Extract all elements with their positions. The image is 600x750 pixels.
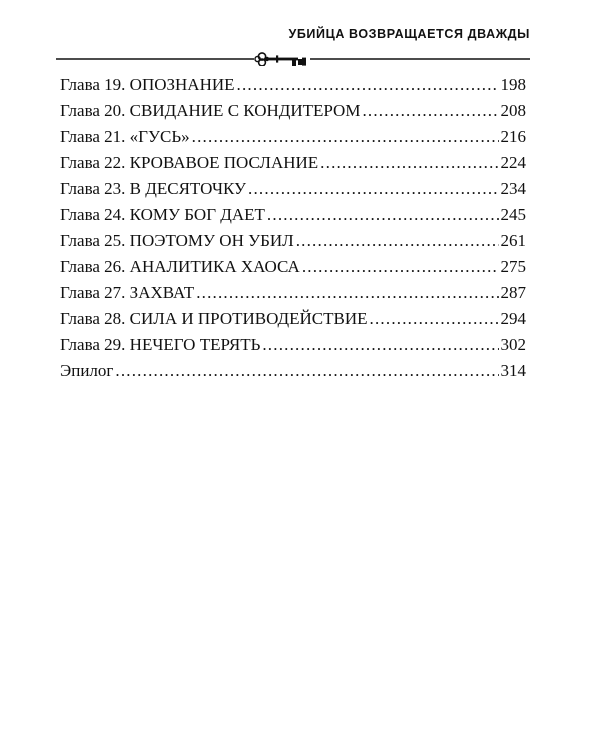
- toc-entry-page: 224: [500, 153, 526, 172]
- toc-entry-title: Глава 19. ОПОЗНАНИЕ: [60, 75, 235, 94]
- toc-entry-title: Глава 24. КОМУ БОГ ДАЕТ: [60, 205, 265, 224]
- toc-dot-leader: [115, 358, 498, 384]
- toc-entry-title: Глава 26. АНАЛИТИКА ХАОСА: [60, 257, 300, 276]
- toc-entry-page: 208: [500, 101, 526, 120]
- toc-entry: [60, 124, 526, 150]
- toc-entry: [60, 332, 526, 358]
- toc-entry-title: Глава 21. «ГУСЬ»: [60, 127, 190, 146]
- running-head: УБИЙЦА ВОЗВРАЩАЕТСЯ ДВАЖДЫ: [288, 27, 530, 41]
- toc-entry-page: 302: [500, 335, 526, 354]
- toc-dot-leader: [362, 98, 498, 124]
- header-rule: [56, 52, 530, 66]
- toc-entry-page: 198: [500, 75, 526, 94]
- toc-dot-leader: [267, 202, 499, 228]
- toc-entry: [60, 150, 526, 176]
- toc-entry-title: Эпилог: [60, 361, 114, 380]
- toc-entry: [60, 98, 526, 124]
- toc-dot-leader: [192, 124, 499, 150]
- toc-entry-title: Глава 23. В ДЕСЯТОЧКУ: [60, 179, 247, 198]
- toc-entry: [60, 228, 526, 254]
- toc-entry-page: 245: [500, 205, 526, 224]
- toc-entry: [60, 306, 526, 332]
- toc-entry: [60, 202, 526, 228]
- toc-entry-title: Глава 22. КРОВАВОЕ ПОСЛАНИЕ: [60, 153, 319, 172]
- toc-entry: [60, 176, 526, 202]
- toc-entry-page: 287: [500, 283, 526, 302]
- toc-dot-leader: [302, 254, 499, 280]
- toc-entry-title: Глава 25. ПОЭТОМУ ОН УБИЛ: [60, 231, 294, 250]
- toc-dot-leader: [370, 306, 499, 332]
- toc-dot-leader: [320, 150, 498, 176]
- toc-entry: [60, 280, 526, 306]
- toc-entry-page: 275: [500, 257, 526, 276]
- toc-entry-page: 216: [500, 127, 526, 146]
- toc-entry-title: Глава 29. НЕЧЕГО ТЕРЯТЬ: [60, 335, 261, 354]
- toc-entry: [60, 72, 526, 98]
- toc-dot-leader: [248, 176, 498, 202]
- toc-entry-page: 314: [500, 361, 526, 380]
- toc-dot-leader: [196, 280, 498, 306]
- toc-entry-page: 261: [500, 231, 526, 250]
- toc-entry: [60, 254, 526, 280]
- toc-entry-title: Глава 20. СВИДАНИЕ С КОНДИТЕРОМ: [60, 101, 361, 120]
- toc-entry: [60, 358, 526, 384]
- toc-entry-page: 294: [500, 309, 526, 328]
- toc-dot-leader: [296, 228, 499, 254]
- toc-dot-leader: [237, 72, 499, 98]
- toc-dot-leader: [262, 332, 498, 358]
- toc-entry-title: Глава 27. ЗАХВАТ: [60, 283, 195, 302]
- key-icon: [254, 52, 310, 66]
- toc-entry-title: Глава 28. СИЛА И ПРОТИВОДЕЙСТВИЕ: [60, 309, 368, 328]
- table-of-contents: [60, 72, 526, 384]
- toc-entry-page: 234: [500, 179, 526, 198]
